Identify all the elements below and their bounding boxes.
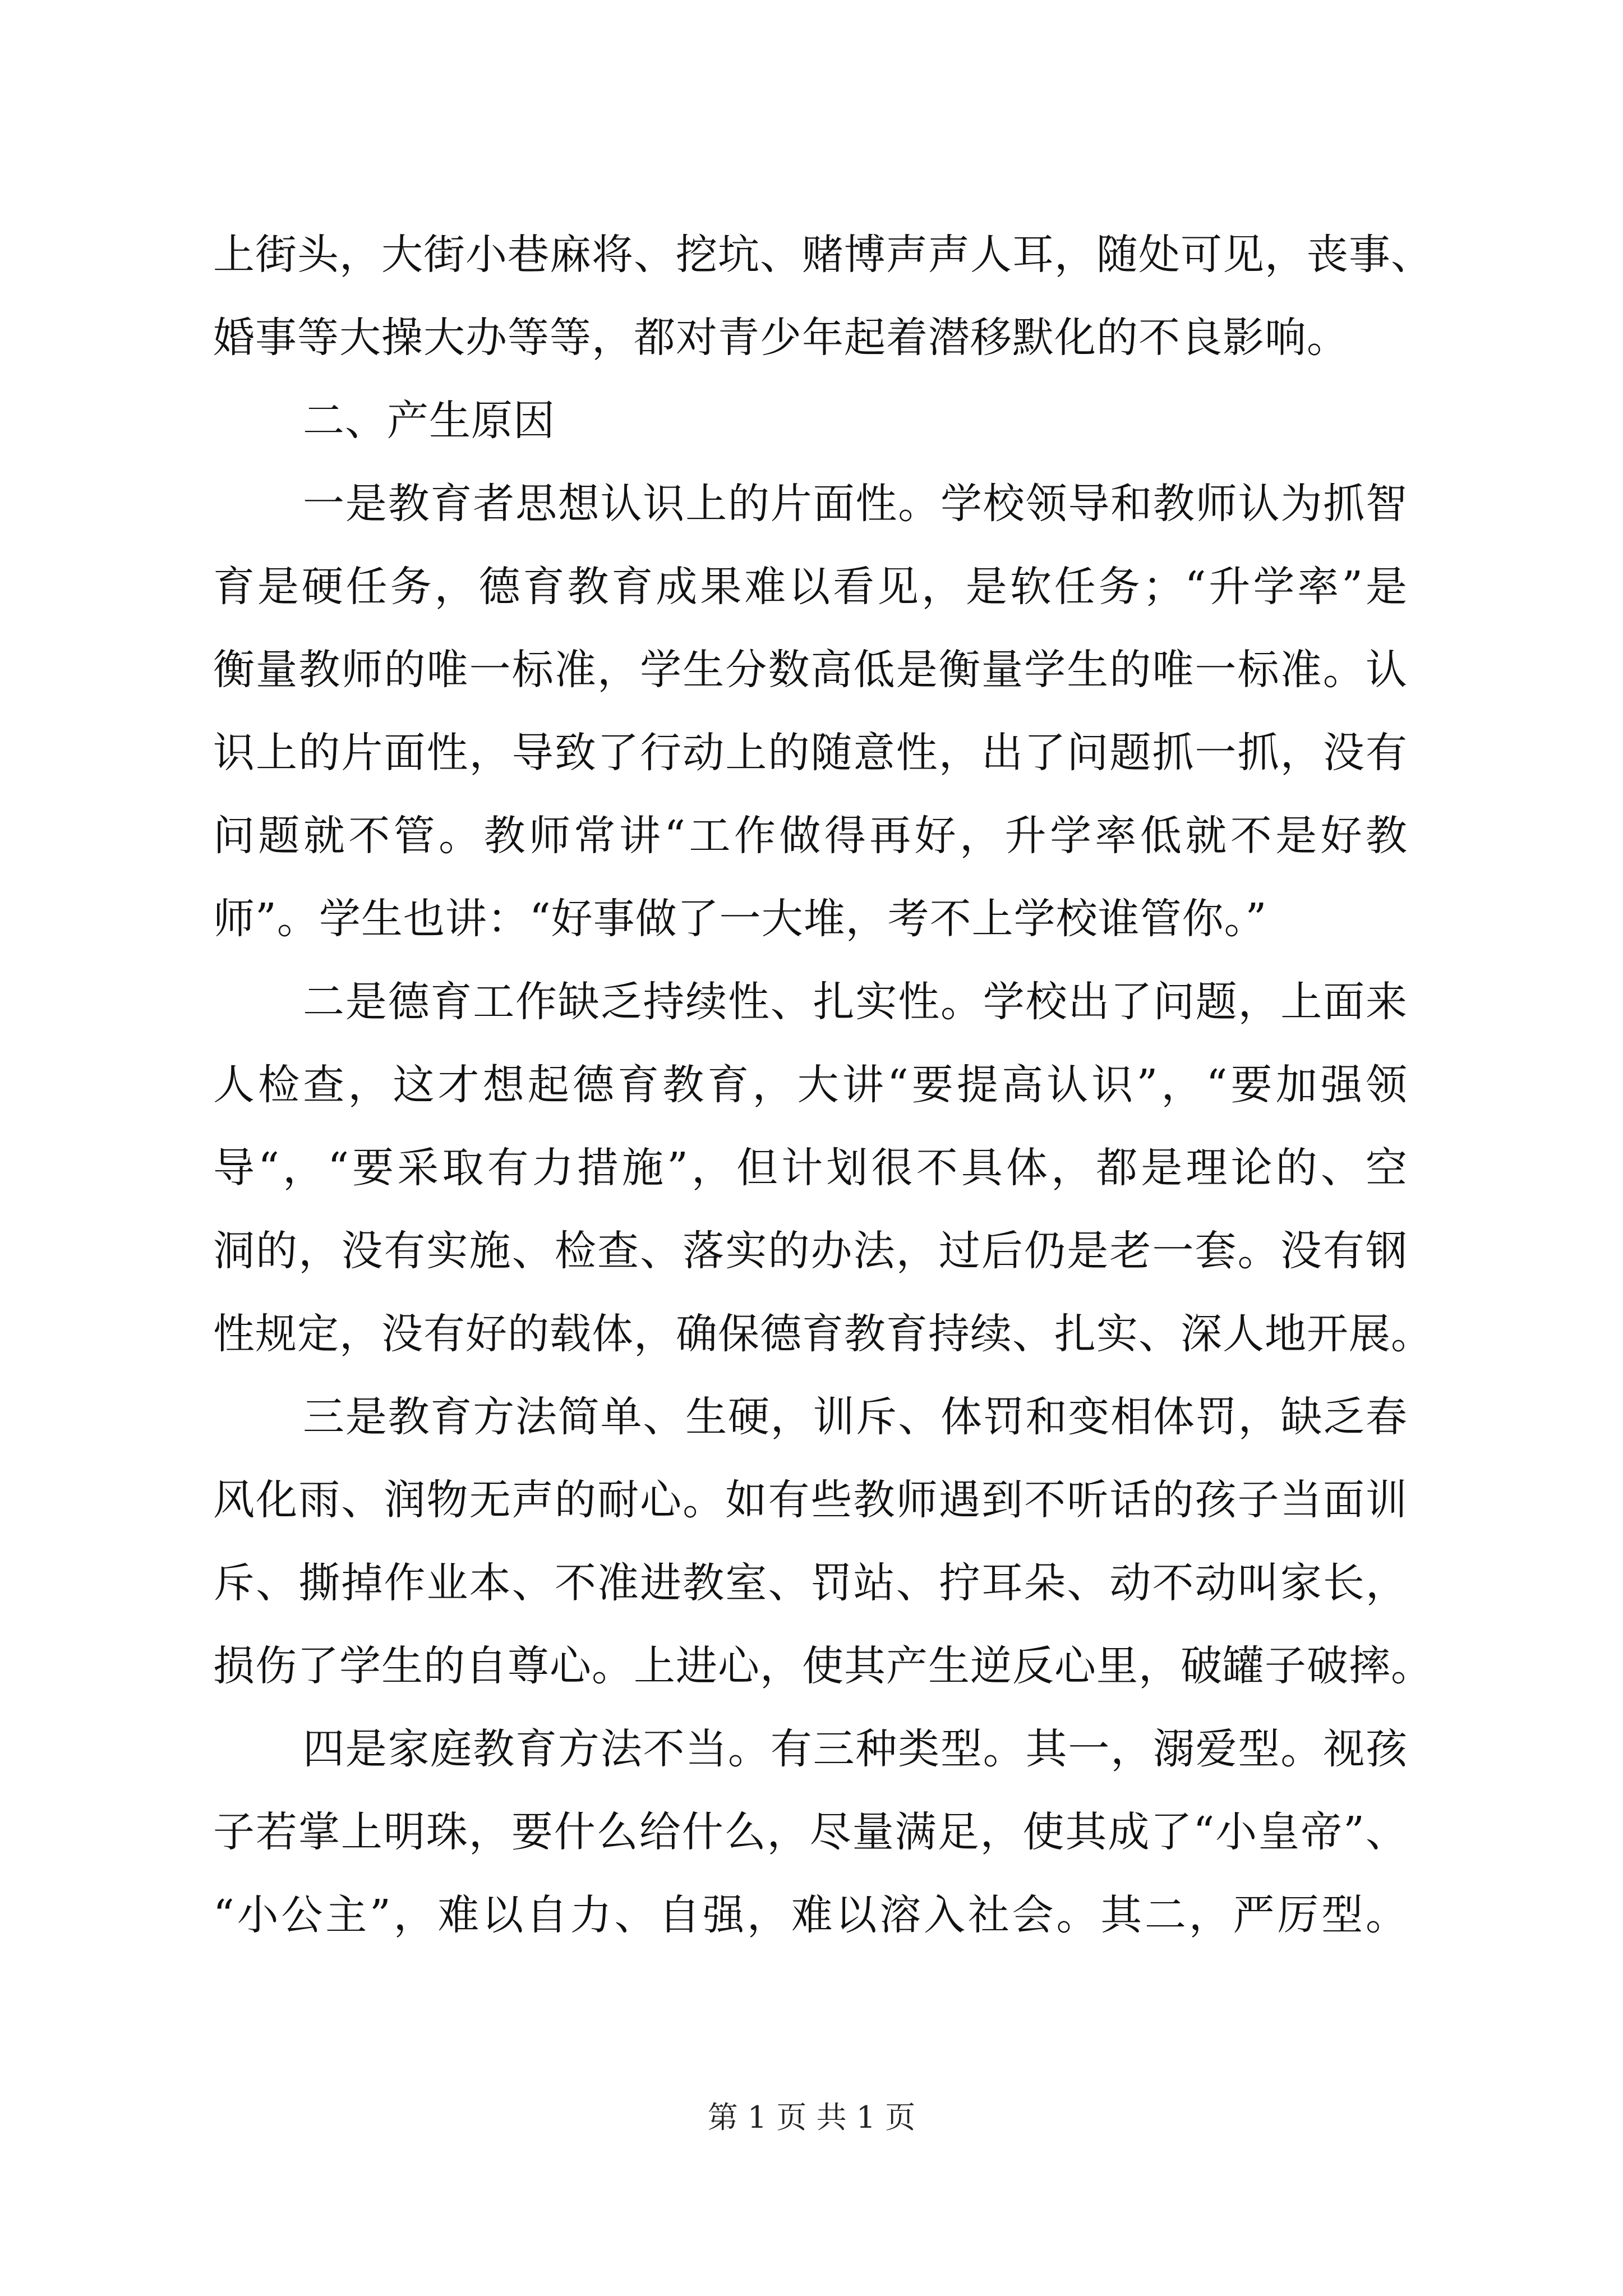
text-line: 风化雨、润物无声的耐心。如有些教师遇到不听话的孩子当面训 xyxy=(213,1476,1408,1524)
text-line: 洞的，没有实施、检查、落实的办法，过后仍是老一套。没有钢 xyxy=(213,1227,1408,1275)
text-line: 婚事等大操大办等等，都对青少年起着潜移默化的不良影响。 xyxy=(213,314,1349,362)
text-line: 师”。学生也讲：“好事做了一大堆，考不上学校谁管你。” xyxy=(213,895,1267,943)
text-line: 衡量教师的唯一标准，学生分数高低是衡量学生的唯一标准。认 xyxy=(213,646,1408,694)
text-line: 问题就不管。教师常讲“工作做得再好，升学率低就不是好教 xyxy=(213,812,1408,860)
text-line: 二是德育工作缺乏持续性、扎实性。学校出了问题，上面来 xyxy=(303,978,1408,1026)
text-line: 斥、撕掉作业本、不准进教室、罚站、拧耳朵、动不动叫家长， xyxy=(213,1559,1408,1607)
text-line: 上街头，大街小巷麻将、挖坑、赌博声声人耳，随处可见，丧事、 xyxy=(213,231,1433,279)
text-line: 人检查，这才想起德育教育，大讲“要提高认识”，“要加强领 xyxy=(213,1061,1408,1109)
text-line: 三是教育方法简单、生硬，训斥、体罚和变相体罚，缺乏春 xyxy=(303,1393,1408,1441)
document-body xyxy=(213,213,1433,1957)
text-line: 损伤了学生的自尊心。上进心，使其产生逆反心里，破罐子破摔。 xyxy=(213,1642,1433,1690)
text-line: 一是教育者思想认识上的片面性。学校领导和教师认为抓智 xyxy=(303,480,1408,528)
text-line: 性规定，没有好的载体，确保德育教育持续、扎实、深人地开展。 xyxy=(213,1310,1433,1358)
text-line: 子若掌上明珠，要什么给什么，尽量满足，使其成了“小皇帝”、 xyxy=(213,1808,1408,1856)
text-line: 四是家庭教育方法不当。有三种类型。其一，溺爱型。视孩 xyxy=(303,1725,1408,1773)
text-line: 识上的片面性，导致了行动上的随意性，出了问题抓一抓，没有 xyxy=(213,729,1408,777)
text-line: 导“，“要采取有力措施”，但计划很不具体，都是理论的、空 xyxy=(213,1144,1408,1192)
text-line: “小公主”，难以自力、自强，难以溶入社会。其二，严厉型。 xyxy=(213,1891,1408,1939)
text-line: 育是硬任务，德育教育成果难以看见，是软任务；“升学率”是 xyxy=(213,563,1408,611)
section-heading: 二、产生原因 xyxy=(303,397,555,445)
page-footer: 第 1 页 共 1 页 xyxy=(707,2100,916,2135)
